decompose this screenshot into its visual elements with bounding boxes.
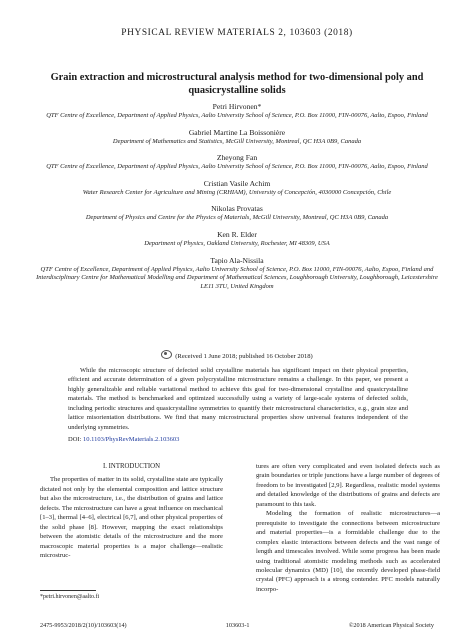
- right-column: [256, 462, 440, 594]
- intro-paragraph: Modeling the formation of realistic microstructures—a prerequisite to investigate the connections between microstructure and material properties—is a formidable challenge due to the complex elastic interactions between defects and the vast range of length and timescales involved. While some progress has been made using traditional atomistic modeling methods such as accelerated molecular dynamics (MD) [10], the recently developed phase-field crystal (PFC) approach is a strong contender. PFC models naturally incorpo-: [256, 510, 440, 593]
- author-list: [30, 102, 444, 298]
- footer-page-number: 103603-1: [225, 622, 250, 629]
- author-name: Ken R. Elder: [217, 229, 257, 239]
- footer-issn: 2475-9953/2018/2(10)/103603(14): [40, 622, 127, 629]
- intro-paragraph: The properties of matter in its solid, crystalline state are typically dictated not only by the elemental composition and lattice structure but also the microstructure, i.e., the distribution of grains and lattice defects. The microstructure can have a great influence on mechanical [1–3], thermal [4–6], electrical [6,7], and other physical properties of the solid phase [8]. However, mapping the exact relationships between the atomistic details of the microstructure and the more macroscopic material properties is a major challenge—realistic microstruc-: [40, 476, 223, 560]
- left-column: [40, 462, 223, 561]
- author-block: [30, 179, 444, 198]
- abstract: While the microscopic structure of defected solid crystalline materials has significant impact on their physical properties, efficient and accurate determination of a given polycrystalline microstructure remains a challenge. In this paper, we present a highly generalizable and reliable variational method to achieve this goal for two-dimensional crystalline and quasicrystalline materials. The method is benchmarked and optimized successfully using a variety of large-scale systems of defected solids, including periodic structures and quasicrystalline symmetries to quantify their microstructural characteristics, e.g., grain size and lattice misorientation distributions. We find that many microstructural properties show universal features independent of the underlying symmetries.: [68, 367, 408, 431]
- author-name: Cristian Vasile Achim: [203, 178, 271, 188]
- author-block: [30, 230, 444, 249]
- author-block: [30, 128, 444, 147]
- running-head: PHYSICAL REVIEW MATERIALS 2, 103603 (2018): [121, 28, 353, 38]
- author-affiliation: Department of Physics, Oakland University, Rochester, MI 48309, USA: [144, 239, 330, 247]
- author-block: [30, 153, 444, 172]
- doi-label: DOI:: [68, 436, 83, 443]
- author-name: Petri Hirvonen*: [212, 102, 262, 111]
- footer-copyright: ©2018 American Physical Society: [348, 622, 434, 629]
- author-affiliation: QTF Centre of Excellence, Department of Applied Physics, Aalto University School of Science, P.O. Box 11000, FIN-00076, Aalto, Espoo, Finland: [46, 163, 428, 171]
- doi-link[interactable]: 10.1103/PhysRevMaterials.2.103603: [82, 436, 180, 443]
- author-block: [30, 204, 444, 223]
- author-affiliation: Water Research Center for Agriculture and Mining (CRHIAM), University of Concepción, 4030000 Concepción, Chile: [82, 188, 392, 196]
- footnote-email[interactable]: *petri.hirvonen@aalto.fi: [40, 594, 100, 600]
- received-dates: [0, 350, 474, 361]
- author-affiliation: QTF Centre of Excellence, Department of Applied Physics, Aalto University School of Science, P.O. Box 11000, FIN-00076, Aalto, Espoo, Finland: [46, 112, 428, 119]
- footnote-rule: [40, 590, 96, 591]
- intro-paragraph-continued: tures are often very complicated and even isolated defects such as grain boundaries or triple junctions have a large number of degrees of freedom to be investigated [2,9]. Regardless, realistic model systems and detailed knowledge of the distributions of grains and defects are paramount to this task.: [256, 463, 440, 508]
- paper-title: Grain extraction and microstructural analysis method for two-dimensional poly and quasicrystalline solids: [50, 72, 424, 96]
- author-block: [30, 102, 444, 121]
- author-name: Gabriel Martine La Boissonière: [188, 127, 286, 137]
- author-block: [30, 256, 444, 292]
- doi-line: [68, 436, 179, 443]
- received-text: (Received 1 June 2018; published 16 October 2018): [175, 353, 313, 360]
- section-heading: I. INTRODUCTION: [102, 463, 160, 470]
- crossmark-icon[interactable]: [161, 350, 172, 359]
- author-affiliation: Department of Physics and Centre for the Physics of Materials, McGill University, Montreal, QC H3A 0B9, Canada: [85, 214, 389, 222]
- page-footer: [40, 622, 434, 629]
- author-affiliation: Department of Mathematics and Statistics, McGill University, Montreal, QC H3A 0B9, Canada: [112, 137, 362, 145]
- author-name: Tapio Ala-Nissila: [210, 255, 264, 265]
- author-affiliation: QTF Centre of Excellence, Department of Applied Physics, Aalto University School of Science, P.O. Box 11000, FIN-00076, Aalto, Espoo, Finland and Interdisciplinary Centre for Mathematical Modelling and Department of Mathematical Sciences, Loughborough University, Loughborough, Leicestershire LE11 3TU, United Kingdom: [36, 265, 438, 290]
- author-name: Nikolas Provatas: [211, 204, 263, 214]
- author-name: Zheyong Fan: [216, 153, 258, 163]
